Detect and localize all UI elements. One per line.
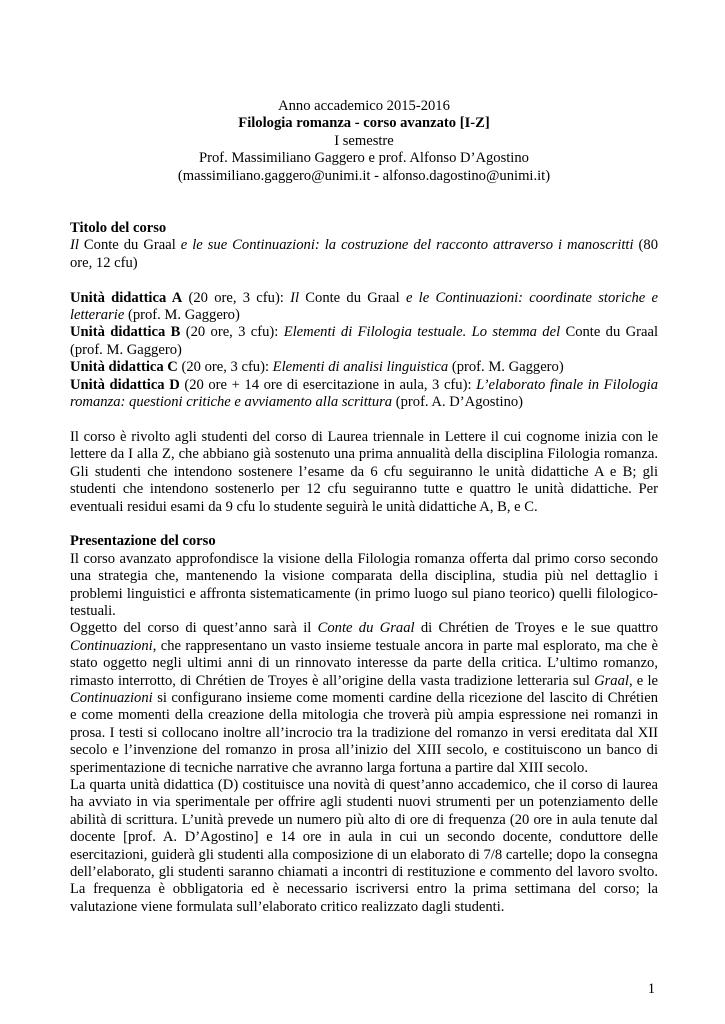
text-run: Graal	[594, 672, 629, 689]
professor-emails: (massimiliano.gaggero@unimi.it - alfonso.dagostino@unimi.it)	[177, 167, 551, 184]
academic-year: Anno accademico 2015-2016	[278, 98, 450, 114]
unit-d-teacher: (prof. A. D’Agostino)	[392, 394, 524, 411]
presentation-heading: Presentazione del corso	[70, 533, 216, 550]
unit-b-label: Unità didattica B	[70, 324, 181, 341]
text-run: Continuazioni	[70, 689, 153, 706]
text-run: , che rappresentano un vasto insieme testuale ancora in parte mal esplorato, ma che è stato oggetto negli ultimi anni di un rinnovato interesse da parte della critica. L’ultimo romanzo, rimasto interrotto, di Chrétien de Troyes è all’origine della vasta tradizione letteraria sul	[70, 637, 658, 689]
unit-b-title: Conte du Graal (prof. M. Gaggero)	[70, 324, 659, 358]
unit-d-title: L’elaborato finale in Filologia romanza: questioni critiche e avviamento alla scrittura	[70, 376, 658, 411]
unit-b-hours: (20 ore, 3 cfu):	[180, 324, 284, 341]
unit-a-title: Il	[290, 289, 300, 306]
document-header	[70, 98, 658, 185]
course-name: Filologia romanza - corso avanzato [I-Z]	[238, 115, 490, 132]
semester: I semestre	[334, 132, 394, 149]
text-run: Conte du Graal	[317, 620, 415, 637]
course-title	[70, 237, 658, 272]
text-run: , e le	[628, 672, 658, 689]
presentation-paragraph-2	[70, 620, 658, 777]
text-run: Continuazioni	[70, 637, 153, 654]
course-title-part: Conte du Graal	[78, 237, 181, 254]
course-title-section	[70, 220, 658, 272]
unit-c	[70, 359, 658, 376]
unit-a	[70, 290, 658, 325]
intro-paragraph: Il corso è rivolto agli studenti del corso di Laurea triennale in Lettere il cui cognome inizia con le lettere da I alla Z, che abbiano già sostenuto una prima annualità della disciplina Filologia romanza. Gli studenti che intendono sostenere l’esame da 6 cfu seguiranno le unità didattiche A e B; gli studenti che intendono sostenerlo per 12 cfu seguiranno tutte e quattro le unità didattiche. Per eventuali residui esami da 9 cfu lo studente seguirà le unità didattiche A, B, e C.	[70, 428, 658, 515]
document-page	[70, 98, 658, 916]
course-title-heading: Titolo del corso	[70, 220, 167, 237]
units-section	[70, 290, 658, 412]
unit-b	[70, 324, 658, 359]
presentation-section	[70, 533, 658, 916]
text-run: di Chrétien de Troyes e le sue quattro	[414, 620, 658, 637]
unit-c-label: Unità didattica C	[70, 359, 178, 376]
unit-d-label: Unità didattica D	[70, 376, 180, 393]
unit-c-teacher: (prof. M. Gaggero)	[448, 359, 564, 376]
page-number: 1	[647, 981, 655, 997]
text-run: Oggetto del corso di quest’anno sarà il	[70, 620, 318, 637]
presentation-paragraph-1: Il corso avanzato approfondisce la visione della Filologia romanza offerta dal primo corso secondo una strategia che, mantenendo la visione comparata della disciplina, studia più nel dettaglio i problemi linguistici e affronta sistematicamente (in primo luogo sul piano teorico) quelli filologico-testuali.	[70, 550, 658, 619]
unit-b-title: Elementi di Filologia testuale. Lo stemma del	[283, 324, 561, 341]
unit-a-hours: (20 ore, 3 cfu):	[182, 289, 291, 306]
course-title-part: Il	[70, 237, 79, 254]
unit-a-teacher: (prof. M. Gaggero)	[124, 307, 240, 324]
professors: Prof. Massimiliano Gaggero e prof. Alfonso D’Agostino	[199, 150, 529, 167]
unit-a-title: Conte du Graal	[299, 289, 406, 306]
unit-d	[70, 377, 658, 412]
presentation-paragraph-3: La quarta unità didattica (D) costituisce una novità di quest’anno accademico, che il corso di laurea ha avviato in via sperimentale per offrire agli studenti nuovi strumenti per un potenziamento delle abilità di scrittura. L’unità prevede un numero più alto di ore di frequenza (20 ore in aula tenute dal docente [prof. A. D’Agostino] e 14 ore in aula in cui un secondo docente, conduttore delle esercitazioni, guiderà gli studenti alla composizione di un elaborato di 7/8 cartelle; dopo la consegna dell’elaborato, gli studenti saranno chiamati a incontri di restituzione e commento del lavoro svolto. La frequenza è obbligatoria ed è necessario iscriversi entro la prima settimana del corso; la valutazione viene formulata sull’elaborato critico realizzato dagli studenti.	[70, 776, 658, 915]
course-title-part: e le sue Continuazioni: la costruzione del racconto attraverso i manoscritti	[180, 237, 634, 254]
course-title-hours: (80 ore, 12 cfu)	[70, 237, 658, 271]
unit-d-hours: (20 ore + 14 ore di esercitazione in aula, 3 cfu):	[179, 376, 477, 393]
text-run: si configurano insieme come momenti cardine della ricezione del lascito di Chrétien e come momenti della creazione della mitologia che troverà più ampia espressione nei romanzi in prosa. I testi si collocano inoltre all’incrocio tra la tradizione del romanzo in versi ereditata dal XII secolo e l’invenzione del romanzo in prosa all’inizio del XIII secolo, e costituiscono un banco di sperimentazione di tecniche narrative che avranno larga fortuna a partire dal XIII secolo.	[70, 689, 658, 776]
unit-a-label: Unità didattica A	[70, 289, 183, 306]
unit-c-title: Elementi di analisi linguistica	[272, 359, 449, 376]
unit-a-title: e le Continuazioni: coordinate storiche e letterarie	[70, 289, 658, 324]
unit-c-hours: (20 ore, 3 cfu):	[177, 359, 273, 376]
